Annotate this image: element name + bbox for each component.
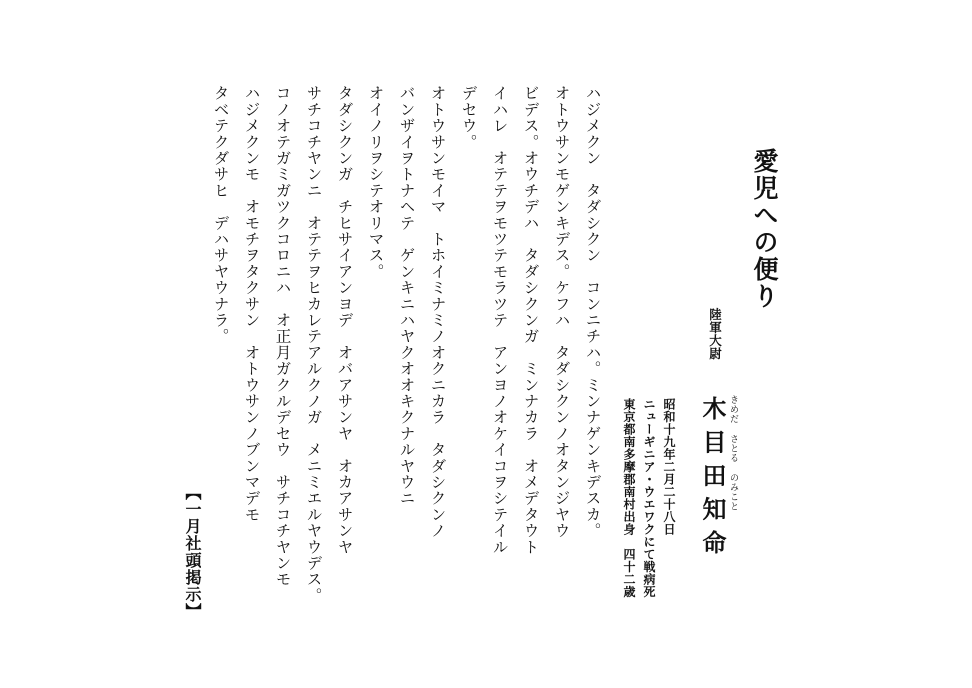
letter-line-13: タベテクダサヒ デハサヤウナラ。	[211, 85, 230, 345]
letter-line-9: タダシクンガ チヒサイアンヨデ オバアサンヤ オカアサンヤ	[335, 85, 354, 555]
letter-line-3: ビデス。オウチデハ タダシクンガ ミンナカラ オメデタウト	[521, 85, 540, 555]
death-date: 昭和十九年二月二十八日	[662, 398, 676, 536]
author-name-reading: きめだ さとる のみこと	[728, 395, 738, 511]
author-name: 木目田知命	[698, 396, 727, 564]
letter-line-6: オトウサンモイマ トホイミナミノオクニカラ タダシクンノ	[428, 85, 447, 539]
letter-title: 愛児への便り	[750, 148, 779, 310]
letter-line-5: デセウ。	[459, 85, 478, 150]
letter-line-4: イハレ オテテヲモツテモラツテ アンヨノオケイコヲシテイル	[490, 85, 509, 555]
letter-line-12: ハジメクンモ オモチヲタクサン オトウサンノブンマデモ	[242, 85, 261, 523]
letter-line-10: サチコチヤンニ オテテヲヒカレテアルクノガ メニミエルヤウデス。	[304, 85, 323, 604]
letter-line-2: オトウサンモゲンキデス。ケフハ タダシクンノオタンジヤウ	[552, 85, 571, 539]
letter-line-11: コノオテガミガツクコロニハ オ正月ガクルデセウ サチコチヤンモ	[273, 85, 292, 588]
source-note: 【一月社頭掲示】	[183, 484, 202, 620]
author-rank: 陸軍大尉	[707, 308, 723, 360]
letter-line-7: バンザイヲトナヘテ ゲンキニハヤクオオキクナルヤウニ	[397, 85, 416, 507]
letter-line-1: ハジメクン タダシクン コンニチハ。ミンナゲンキデスカ。	[583, 85, 602, 539]
hometown-age: 東京都南多摩郡南村出身 四十二歳	[622, 398, 636, 598]
death-place: ニューギニア・ウエワクにて戦病死	[642, 398, 656, 598]
letter-line-8: オイノリヲシテオリマス。	[366, 85, 385, 280]
